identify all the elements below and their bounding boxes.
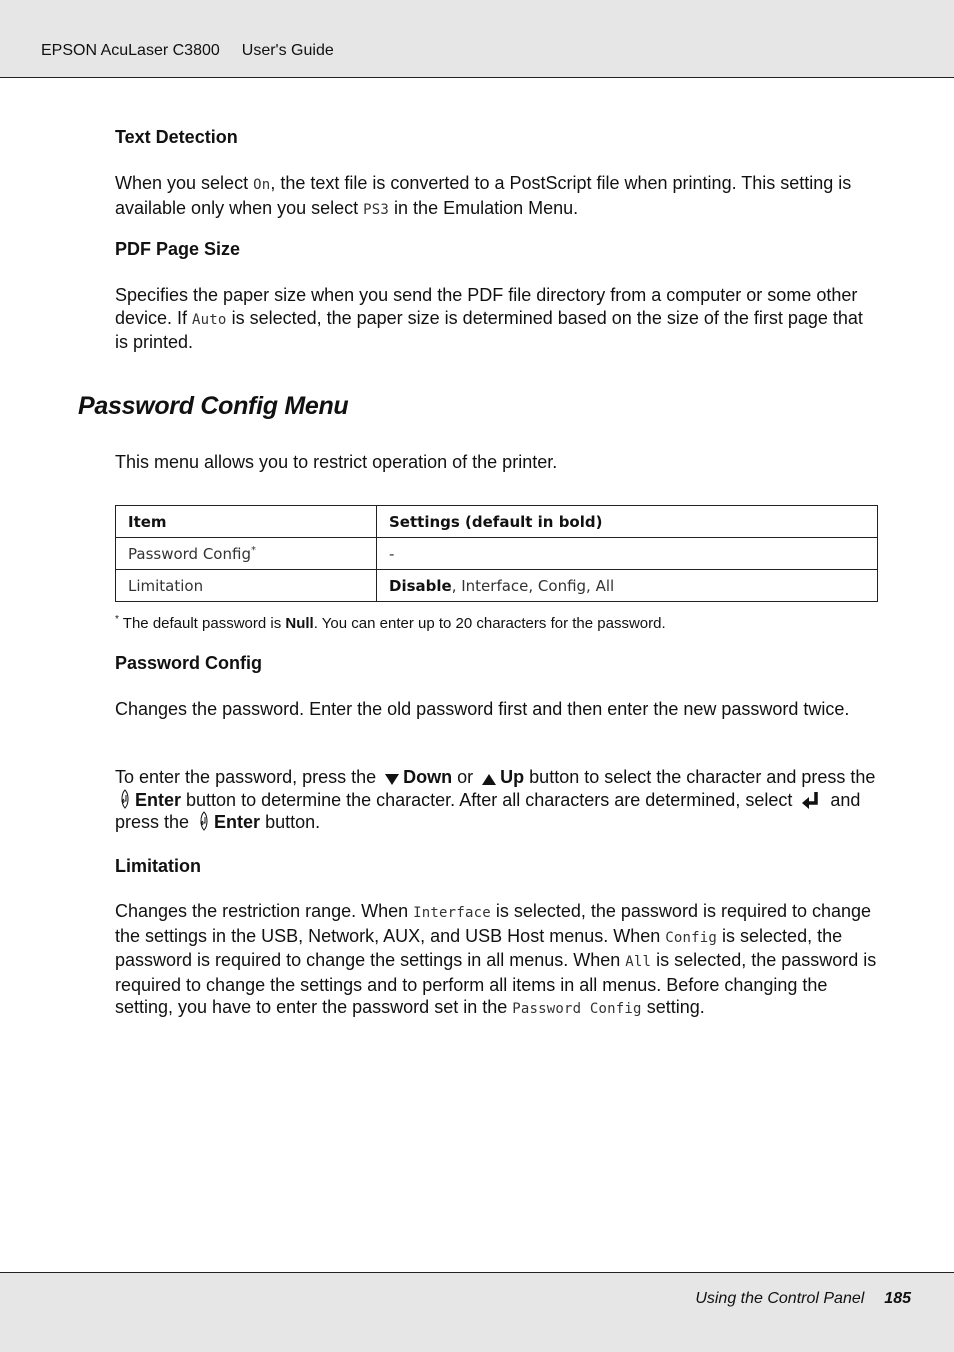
option-config: Config: [665, 929, 718, 946]
text-detection-heading: Text Detection: [115, 127, 238, 147]
option-ps3: PS3: [363, 201, 390, 218]
footer-info: [695, 1290, 911, 1308]
footer-section: Using the Control Panel: [695, 1290, 865, 1307]
col-item-header: Item: [116, 506, 377, 538]
option-on: On: [253, 177, 271, 193]
up-arrow-icon: [482, 773, 496, 786]
password-config-paragraph-1: Changes the password. Enter the old password first and then enter the new password twice.: [115, 699, 850, 719]
option-interface: Interface: [413, 905, 491, 921]
password-config-heading: Password Config: [115, 653, 263, 673]
down-arrow-icon: [385, 773, 399, 786]
table-cell-item: Password Config*: [116, 538, 377, 570]
enter-button-icon: [119, 789, 131, 809]
return-arrow-icon: [801, 791, 821, 809]
header-title: [41, 42, 334, 60]
page-number: 185: [884, 1290, 911, 1307]
page-header: [0, 0, 954, 78]
table-row: [116, 538, 878, 570]
password-config-paragraph-2: To enter the password, press the Down or Up button to select the character and press the Enter button to determine the character. After all characters are determined, select and press the Enter button.: [115, 767, 876, 833]
enter-button-icon: [198, 811, 210, 831]
password-menu-intro: This menu allows you to restrict operation of the printer.: [115, 452, 558, 472]
option-auto: Auto: [192, 311, 227, 328]
table-cell-item: Limitation: [116, 570, 377, 602]
option-all: All: [625, 954, 652, 971]
table-footnote: * The default password is Null. You can enter up to 20 characters for the password.: [115, 614, 666, 632]
table-cell-settings: Disable, Interface, Config, All: [377, 570, 878, 602]
table-cell-settings: -: [377, 538, 878, 570]
password-menu-table: [115, 505, 878, 602]
col-settings-header: Settings (default in bold): [377, 506, 878, 538]
header-product: EPSON AcuLaser C3800: [41, 42, 220, 59]
page-footer: [0, 1272, 954, 1352]
limitation-paragraph: Changes the restriction range. When Interface is selected, the password is required to change the settings in the USB, Network, AUX, and USB Host menus. When Config is selected, the password is required to change the settings in all menus. When All is selected, the password is required to change the settings and to perform all items in all menus. Before changing the setting, you have to enter the password set in the Password Config setting.: [115, 901, 877, 1018]
table-header-row: [116, 506, 878, 538]
header-guide: User's Guide: [241, 42, 334, 59]
pdf-page-size-heading: PDF Page Size: [115, 239, 241, 259]
limitation-heading: Limitation: [115, 856, 201, 876]
table-row: [116, 570, 878, 602]
password-config-menu-title: Password Config Menu: [78, 392, 349, 420]
pdf-page-size-paragraph: Specifies the paper size when you send the PDF file directory from a computer or some other device. If Auto is selected, the paper size is determined based on the size of the first page that is printed.: [115, 285, 863, 353]
option-password-config: Password Config: [512, 1001, 642, 1018]
text-detection-paragraph: When you select On, the text file is converted to a PostScript file when printing. This setting is available only when you select PS3 in the Emulation Menu.: [115, 173, 852, 218]
